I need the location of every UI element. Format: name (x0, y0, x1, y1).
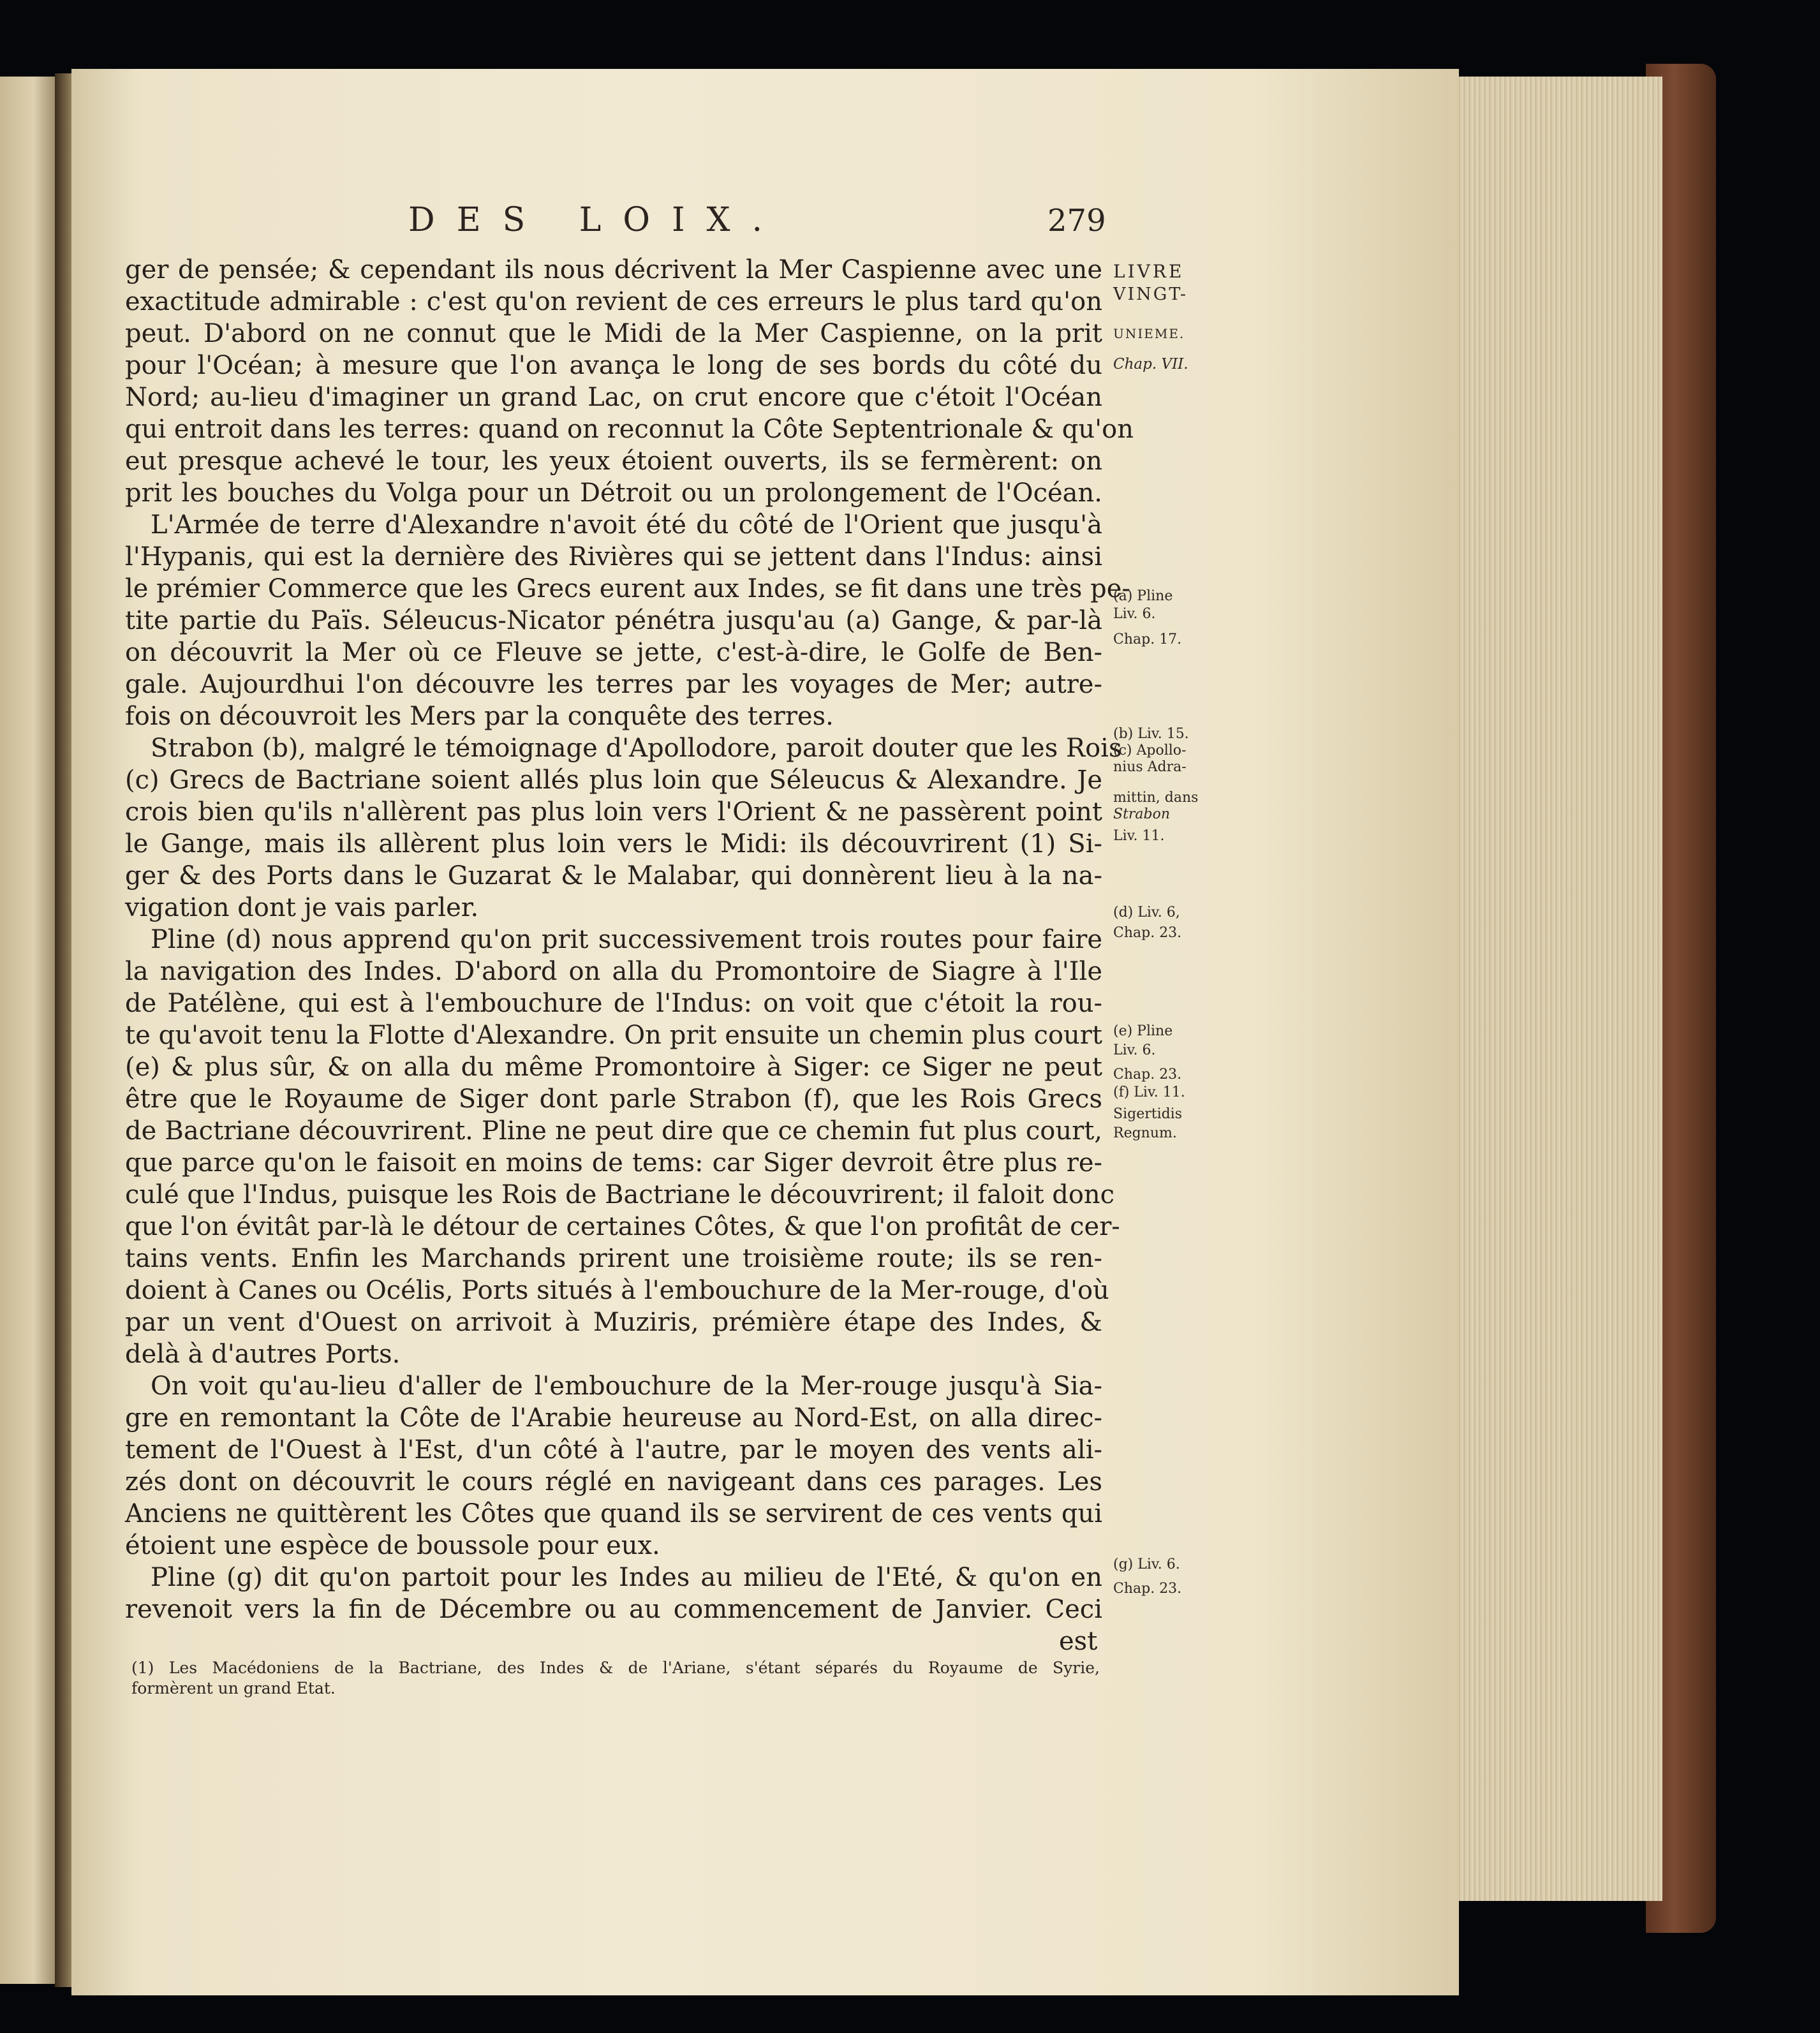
text-line: être que le Royaume de Siger dont parle Strabon (f), que les Rois Grecs (125, 1084, 1102, 1114)
text-line: vigation dont je vais parler. (125, 893, 479, 922)
text-line: eut presque achevé le tour, les yeux étoient ouverts, ils se fermèrent: on (125, 447, 1102, 476)
text-line: revenoit vers la fin de Décembre ou au commencement de Janvier. Ceci (125, 1595, 1102, 1624)
text-line: la navigation des Indes. D'abord on alla du Promontoire de Siagre à l'Ile (125, 957, 1102, 986)
text-line: étoient une espèce de boussole pour eux. (125, 1531, 660, 1560)
text-line: Anciens ne quittèrent les Côtes que quand ils se servirent de ces vents qui (125, 1499, 1102, 1528)
margin-note: Chap. 23. (1113, 1067, 1182, 1083)
catchword: est (1059, 1627, 1098, 1656)
margin-note: (f) Liv. 11. (1113, 1084, 1185, 1100)
text-line: tement de l'Ouest à l'Est, d'un côté à l'autre, par le moyen des vents ali- (125, 1435, 1102, 1465)
text-line: Strabon (b), malgré le témoignage d'Apollodore, paroit douter que les Rois (151, 734, 1122, 763)
footnote-line: formèrent un grand Etat. (131, 1679, 336, 1697)
text-line: Pline (g) dit qu'on partoit pour les Indes au milieu de l'Eté, & qu'on en (151, 1563, 1102, 1592)
text-line: l'Hypanis, qui est la dernière des Rivières qui se jettent dans l'Indus: ainsi (125, 542, 1102, 572)
text-line: gale. Aujourdhui l'on découvre les terres par les voyages de Mer; autre- (125, 670, 1102, 699)
margin-note: Liv. 11. (1113, 828, 1165, 844)
text-line: tains vents. Enfin les Marchands prirent une troisième route; ils se ren- (125, 1244, 1102, 1273)
text-line: doient à Canes ou Océlis, Ports situés à l'embouchure de la Mer-rouge, d'où (125, 1276, 1109, 1305)
text-line: delà à d'autres Ports. (125, 1340, 401, 1369)
text-line: de Bactriane découvrirent. Pline ne peut dire que ce chemin fut plus court, (125, 1116, 1102, 1146)
margin-note: nius Adra- (1113, 759, 1187, 775)
margin-note: Chap. VII. (1113, 356, 1188, 373)
margin-note: (c) Apollo- (1113, 743, 1187, 758)
text-line: de Patélène, qui est à l'embouchure de l'Indus: on voit que c'étoit la rou- (125, 989, 1102, 1018)
margin-note: Chap. 23. (1113, 1581, 1182, 1597)
text-line: Nord; au-lieu d'imaginer un grand Lac, on crut encore que c'étoit l'Océan (125, 383, 1102, 412)
text-line: pour l'Océan; à mesure que l'on avança le long de ses bords du côté du (125, 351, 1102, 380)
text-line: On voit qu'au-lieu d'aller de l'embouchure de la Mer-rouge jusqu'à Sia- (151, 1371, 1102, 1401)
text-line: qui entroit dans les terres: quand on reconnut la Côte Septentrionale & qu'on (125, 415, 1134, 444)
text-line: tite partie du Païs. Séleucus-Nicator pénétra jusqu'au (a) Gange, & par-là (125, 606, 1102, 635)
text-line: culé que l'Indus, puisque les Rois de Bactriane le découvrirent; il faloit donc (125, 1180, 1115, 1209)
margin-note: (e) Pline (1113, 1023, 1173, 1039)
text-line: te qu'avoit tenu la Flotte d'Alexandre. On prit ensuite un chemin plus court (125, 1021, 1102, 1050)
text-line: gre en remontant la Côte de l'Arabie heureuse au Nord-Est, on alla direc- (125, 1403, 1102, 1433)
margin-note: Chap. 23. (1113, 925, 1182, 941)
text-line: le Gange, mais ils allèrent plus loin vers le Midi: ils découvrirent (1) Si- (125, 829, 1102, 859)
text-line: peut. D'abord on ne connut que le Midi de la Mer Caspienne, on la prit (125, 319, 1102, 348)
margin-note: UNIEME. (1113, 326, 1185, 341)
facing-page-edge (0, 77, 61, 1984)
text-line: Pline (d) nous apprend qu'on prit successivement trois routes pour faire (151, 925, 1102, 954)
text-line: par un vent d'Ouest on arrivoit à Muziris, prémière étape des Indes, & (125, 1308, 1102, 1337)
text-line: ger de pensée; & cependant ils nous décrivent la Mer Caspienne avec une (125, 255, 1102, 285)
margin-note: Regnum. (1113, 1125, 1177, 1141)
text-line: que l'on évitât par-là le détour de certaines Côtes, & que l'on profitât de cer- (125, 1212, 1120, 1241)
margin-note: Strabon (1113, 806, 1171, 822)
text-line: zés dont on découvrit le cours réglé en navigeant dans ces parages. Les (125, 1467, 1102, 1497)
margin-note: mittin, dans (1113, 790, 1199, 806)
footnote-line: (1) Les Macédoniens de la Bactriane, des Indes & de l'Ariane, s'étant séparés du Royaume de Syrie, (131, 1659, 1100, 1677)
text-line: (c) Grecs de Bactriane soient allés plus loin que Séleucus & Alexandre. Je (125, 765, 1102, 795)
page-number: 279 (1047, 203, 1106, 239)
margin-note: (d) Liv. 6, (1113, 905, 1180, 920)
text-line: prit les bouches du Volga pour un Détroit ou un prolongement de l'Océan. (125, 478, 1102, 508)
text-line: ger & des Ports dans le Guzarat & le Malabar, qui donnèrent lieu à la na- (125, 861, 1102, 891)
running-head: DES LOIX. (408, 201, 785, 239)
margin-note: LIVRE (1113, 261, 1185, 282)
margin-note: Liv. 6. (1113, 606, 1156, 622)
margin-note: (g) Liv. 6. (1113, 1556, 1180, 1572)
page-edges (1443, 77, 1662, 1901)
text-line: crois bien qu'ils n'allèrent pas plus loin vers l'Orient & ne passèrent point (125, 797, 1102, 827)
margin-note: (b) Liv. 15. (1113, 726, 1189, 742)
text-line: on découvrit la Mer où ce Fleuve se jette, c'est-à-dire, le Golfe de Ben- (125, 638, 1102, 667)
margin-note: Liv. 6. (1113, 1042, 1156, 1058)
text-line: que parce qu'on le faisoit en moins de tems: car Siger devroit être plus re- (125, 1148, 1102, 1178)
margin-note: Sigertidis (1113, 1106, 1183, 1122)
text-line: le prémier Commerce que les Grecs eurent aux Indes, se fit dans une très pe- (125, 574, 1130, 603)
margin-note: (a) Pline (1113, 588, 1173, 604)
margin-note: Chap. 17. (1113, 632, 1182, 647)
text-line: L'Armée de terre d'Alexandre n'avoit été du côté de l'Orient que jusqu'à (151, 510, 1102, 540)
text-line: fois on découvroit les Mers par la conquête des terres. (125, 702, 834, 731)
margin-note: VINGT- (1113, 285, 1188, 304)
text-line: exactitude admirable : c'est qu'on revient de ces erreurs le plus tard qu'on (125, 287, 1102, 316)
text-line: (e) & plus sûr, & on alla du même Promontoire à Siger: ce Siger ne peut (125, 1053, 1102, 1082)
